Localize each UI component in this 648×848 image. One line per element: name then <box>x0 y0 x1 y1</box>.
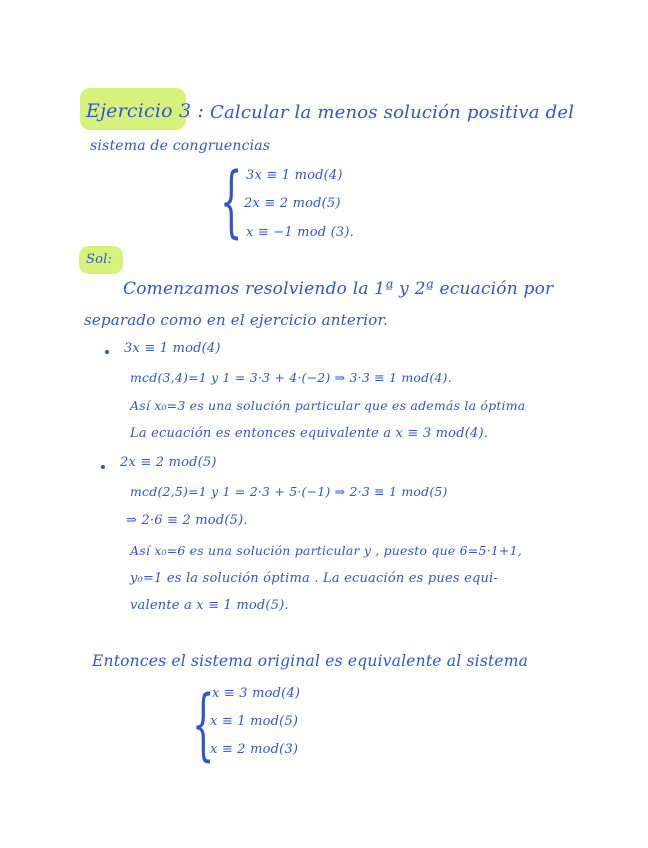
part1-line3: La ecuación es entonces equivalente a x ≡ 3 mod(4). <box>130 426 489 441</box>
solution-intro-line2: separado como en el ejercicio anterior. <box>84 311 389 329</box>
part2-bullet-eq: 2x ≡ 2 mod(5) <box>120 455 217 470</box>
exercise-statement-line1: Calcular la menos solución positiva del <box>210 102 575 123</box>
part1-line2: Así x₀=3 es una solución particular que es además la óptima <box>130 398 526 413</box>
system1-eq3: x ≡ −1 mod (3). <box>246 225 354 240</box>
bullet-dot <box>105 350 109 354</box>
part2-line2: ⇒ 2·6 ≡ 2 mod(5). <box>126 513 248 528</box>
exercise-label: Ejercicio 3 : <box>86 100 205 122</box>
system1-eq1: 3x ≡ 1 mod(4) <box>246 168 343 183</box>
part1-bullet-eq: 3x ≡ 1 mod(4) <box>124 341 221 356</box>
system1-brace: { <box>220 157 243 247</box>
exercise-statement-line2: sistema de congruencias <box>90 138 271 154</box>
system2-eq1: x ≡ 3 mod(4) <box>212 686 301 701</box>
system2-brace: { <box>192 680 215 770</box>
system1-eq2: 2x ≡ 2 mod(5) <box>244 196 341 211</box>
part2-line4: y₀=1 es la solución óptima . La ecuación es pues equi- <box>130 571 499 586</box>
part2-line3: Así x₀=6 es una solución particular y , puesto que 6=5·1+1, <box>130 543 522 558</box>
part1-line1: mcd(3,4)=1 y 1 = 3·3 + 4·(−2) ⇒ 3·3 ≡ 1 mod(4). <box>130 370 452 385</box>
system2-eq2: x ≡ 1 mod(5) <box>210 714 299 729</box>
solution-intro-line1: Comenzamos resolviendo la 1ª y 2ª ecuación por <box>123 279 554 299</box>
conclusion-text: Entonces el sistema original es equivalente al sistema <box>92 652 529 670</box>
bullet-dot <box>101 465 105 469</box>
part2-line1: mcd(2,5)=1 y 1 = 2·3 + 5·(−1) ⇒ 2·3 ≡ 1 mod(5) <box>130 484 448 499</box>
system2-eq3: x ≡ 2 mod(3) <box>210 742 299 757</box>
solution-label: Sol: <box>86 252 113 267</box>
part2-line5: valente a x ≡ 1 mod(5). <box>130 598 289 613</box>
